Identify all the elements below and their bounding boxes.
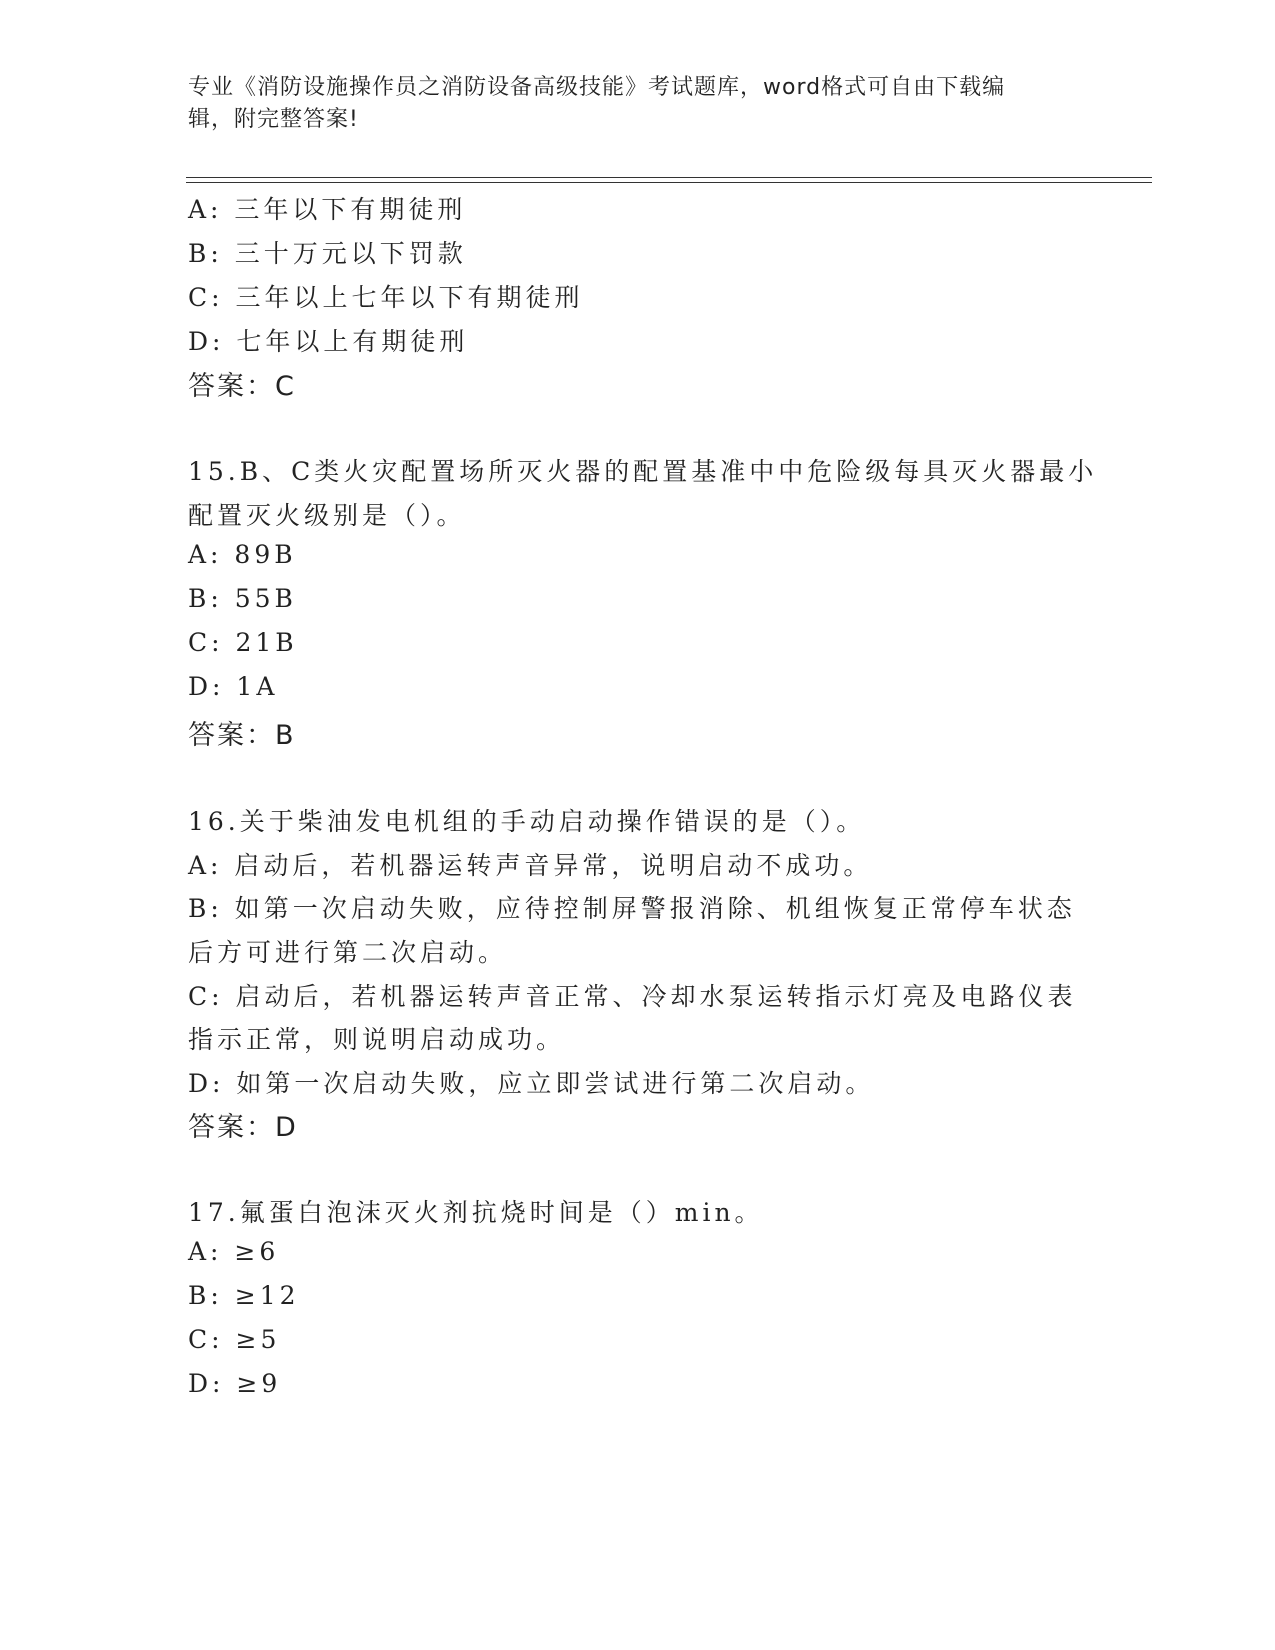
q14-option-a: A: 三年以下有期徒刑 [188,195,467,224]
q15-option-b: B: 55B [188,584,297,613]
answer-value: B [275,720,295,751]
q16-stem: 16.关于柴油发电机组的手动启动操作错误的是（）。 [188,807,866,836]
header-divider-bottom [186,182,1152,183]
q15-stem-line-2: 配置灭火级别是（）。 [188,501,466,530]
answer-value: C [275,371,295,402]
q15-stem-line-1: 15.B、C类火灾配置场所灭火器的配置基准中中危险级每具灭火器最小 [188,457,1098,486]
q16-option-a: A: 启动后，若机器运转声音异常，说明启动不成功。 [188,851,873,880]
q15-option-a: A: 89B [188,540,297,569]
q16-option-b-line-2: 后方可进行第二次启动。 [188,938,508,967]
q17-option-c: C: ≥5 [188,1325,281,1354]
q14-option-d: D: 七年以上有期徒刑 [188,327,469,356]
document-header [188,72,1068,136]
answer-label: 答案： [188,720,275,751]
answer-label: 答案： [188,1112,275,1143]
header-divider-top [186,177,1152,178]
q16-option-d: D: 如第一次启动失败，应立即尝试进行第二次启动。 [188,1069,875,1098]
q15-option-c: C: 21B [188,628,298,657]
q14-option-b: B: 三十万元以下罚款 [188,239,467,268]
q17-option-a: A: ≥6 [188,1237,280,1266]
q17-stem: 17.氟蛋白泡沫灭火剂抗烧时间是（）min。 [188,1198,764,1227]
q17-option-d: D: ≥9 [188,1369,282,1398]
q14-option-c: C: 三年以上七年以下有期徒刑 [188,283,584,312]
q17-option-b: B: ≥12 [188,1281,300,1310]
q16-option-c-line-2: 指示正常，则说明启动成功。 [188,1025,566,1054]
q14-answer [188,364,295,403]
q15-option-d: D: 1A [188,672,279,701]
answer-label: 答案： [188,371,275,402]
q16-option-b-line-1: B: 如第一次启动失败，应待控制屏警报消除、机组恢复正常停车状态 [188,894,1076,923]
header-line-2: 辑，附完整答案! [188,107,359,132]
answer-value: D [275,1112,297,1143]
header-line-1: 专业《消防设施操作员之消防设备高级技能》考试题库，word格式可自由下载编 [188,75,1006,100]
q15-answer [188,713,295,752]
q16-option-c-line-1: C: 启动后，若机器运转声音正常、冷却水泵运转指示灯亮及电路仪表 [188,982,1077,1011]
q16-answer [188,1105,297,1144]
